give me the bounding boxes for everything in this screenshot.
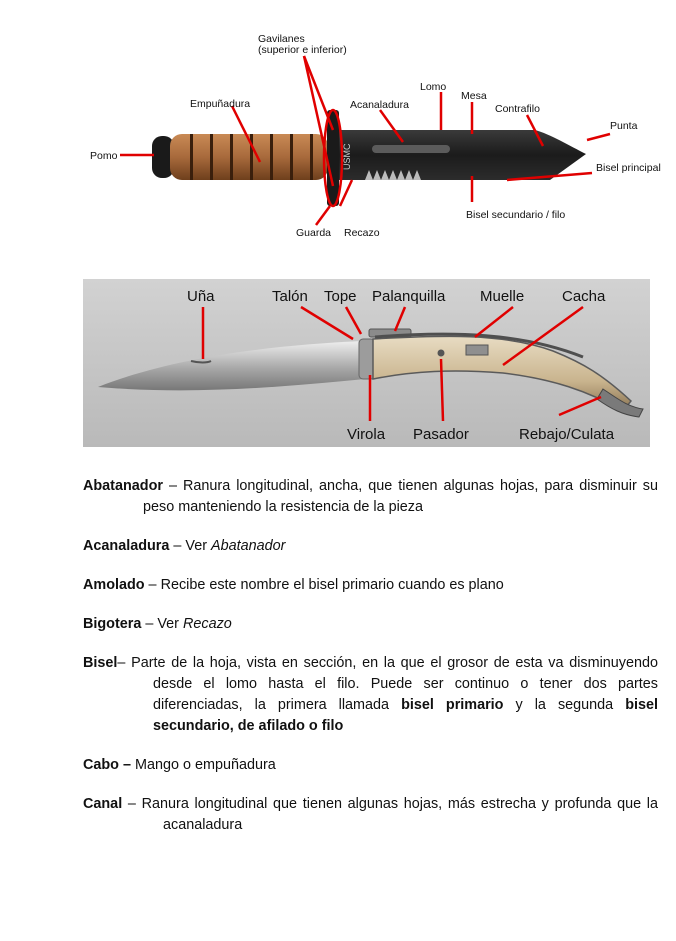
label-cacha: Cacha — [562, 288, 606, 305]
definition: Ranura longitudinal que tienen algunas hojas, más estrecha y profunda que la acanaladura — [141, 796, 659, 833]
definition-2: y la segunda — [503, 697, 626, 713]
term-bisel: Bisel — [83, 655, 118, 671]
term-amolado: Amolado — [83, 577, 145, 593]
definition-bold-2: bisel secundario, de afilado o filo — [153, 697, 658, 734]
term-abatanador: Abatanador — [83, 478, 163, 494]
sep: – — [122, 796, 142, 812]
label-pasador: Pasador — [413, 426, 469, 443]
term-canal: Canal — [83, 796, 123, 812]
term-acanaladura: Acanaladura — [83, 538, 170, 554]
label-tope: Tope — [324, 288, 357, 305]
glossary-entry-amolado — [83, 575, 658, 596]
label-rebajo: Rebajo/Culata — [519, 426, 615, 443]
label-virola: Virola — [347, 426, 386, 443]
label-palanquilla: Palanquilla — [372, 288, 446, 305]
label-pomo: Pomo — [90, 150, 118, 162]
knife-diagram — [80, 30, 676, 245]
definition-bold-1: bisel primario — [401, 697, 504, 713]
definition: Mango o empuñadura — [130, 757, 276, 773]
label-muelle: Muelle — [480, 288, 525, 305]
label-contrafilo: Contrafilo — [495, 103, 540, 115]
label-recazo: Recazo — [344, 227, 380, 239]
label-bisel-secundario: Bisel secundario / filo — [466, 209, 566, 221]
label-acanaladura: Acanaladura — [350, 99, 409, 111]
term-bigotera: Bigotera — [83, 616, 142, 632]
pasador-pin — [438, 350, 445, 357]
blade-stamp: USMC — [342, 143, 352, 170]
definition: Ver — [185, 538, 211, 554]
label-guarda: Guarda — [296, 227, 332, 239]
label-una: Uña — [187, 288, 215, 305]
definition: Ranura longitudinal, ancha, que tienen algunas hojas, para disminuir su peso manteniendo la resistencia de la pieza — [143, 478, 658, 515]
cross-reference: Abatanador — [211, 538, 286, 554]
label-gavilanes-line1: Gavilanes — [258, 33, 305, 45]
definition: Parte de la hoja, vista en sección, en la que el grosor de esta va disminuyendo desde el lomo hasta el filo. Puede ser continuo o tener dos partes diferenciadas, la primera llamada — [131, 655, 658, 713]
sep: – — [144, 577, 161, 593]
navaja-diagram — [83, 279, 650, 447]
label-empunadura: Empuñadura — [190, 98, 251, 110]
glossary-entry-canal — [83, 794, 658, 836]
glossary-entry-acanaladura — [83, 536, 658, 557]
sep: – — [141, 616, 158, 632]
cross-reference: Recazo — [182, 616, 232, 632]
sep: – — [117, 655, 132, 671]
term-cabo: Cabo – — [83, 757, 131, 773]
label-punta: Punta — [610, 120, 638, 132]
definition: Ver — [157, 616, 183, 632]
glossary — [83, 476, 658, 854]
glossary-entry-abatanador — [83, 476, 658, 518]
muelle-plate — [466, 345, 488, 355]
glossary-entry-bigotera — [83, 614, 658, 635]
sep: – — [169, 538, 186, 554]
label-gavilanes-line2: (superior e inferior) — [258, 44, 347, 56]
definition: Recibe este nombre el bisel primario cuando es plano — [160, 577, 504, 593]
blade-fuller — [372, 145, 450, 153]
sep: – — [162, 478, 184, 494]
glossary-entry-cabo — [83, 755, 658, 776]
glossary-entry-bisel — [83, 653, 658, 737]
label-lomo: Lomo — [420, 81, 447, 93]
label-mesa: Mesa — [461, 90, 487, 102]
label-bisel-principal: Bisel principal — [596, 162, 661, 174]
guard — [327, 110, 339, 206]
label-talon: Talón — [272, 288, 308, 305]
